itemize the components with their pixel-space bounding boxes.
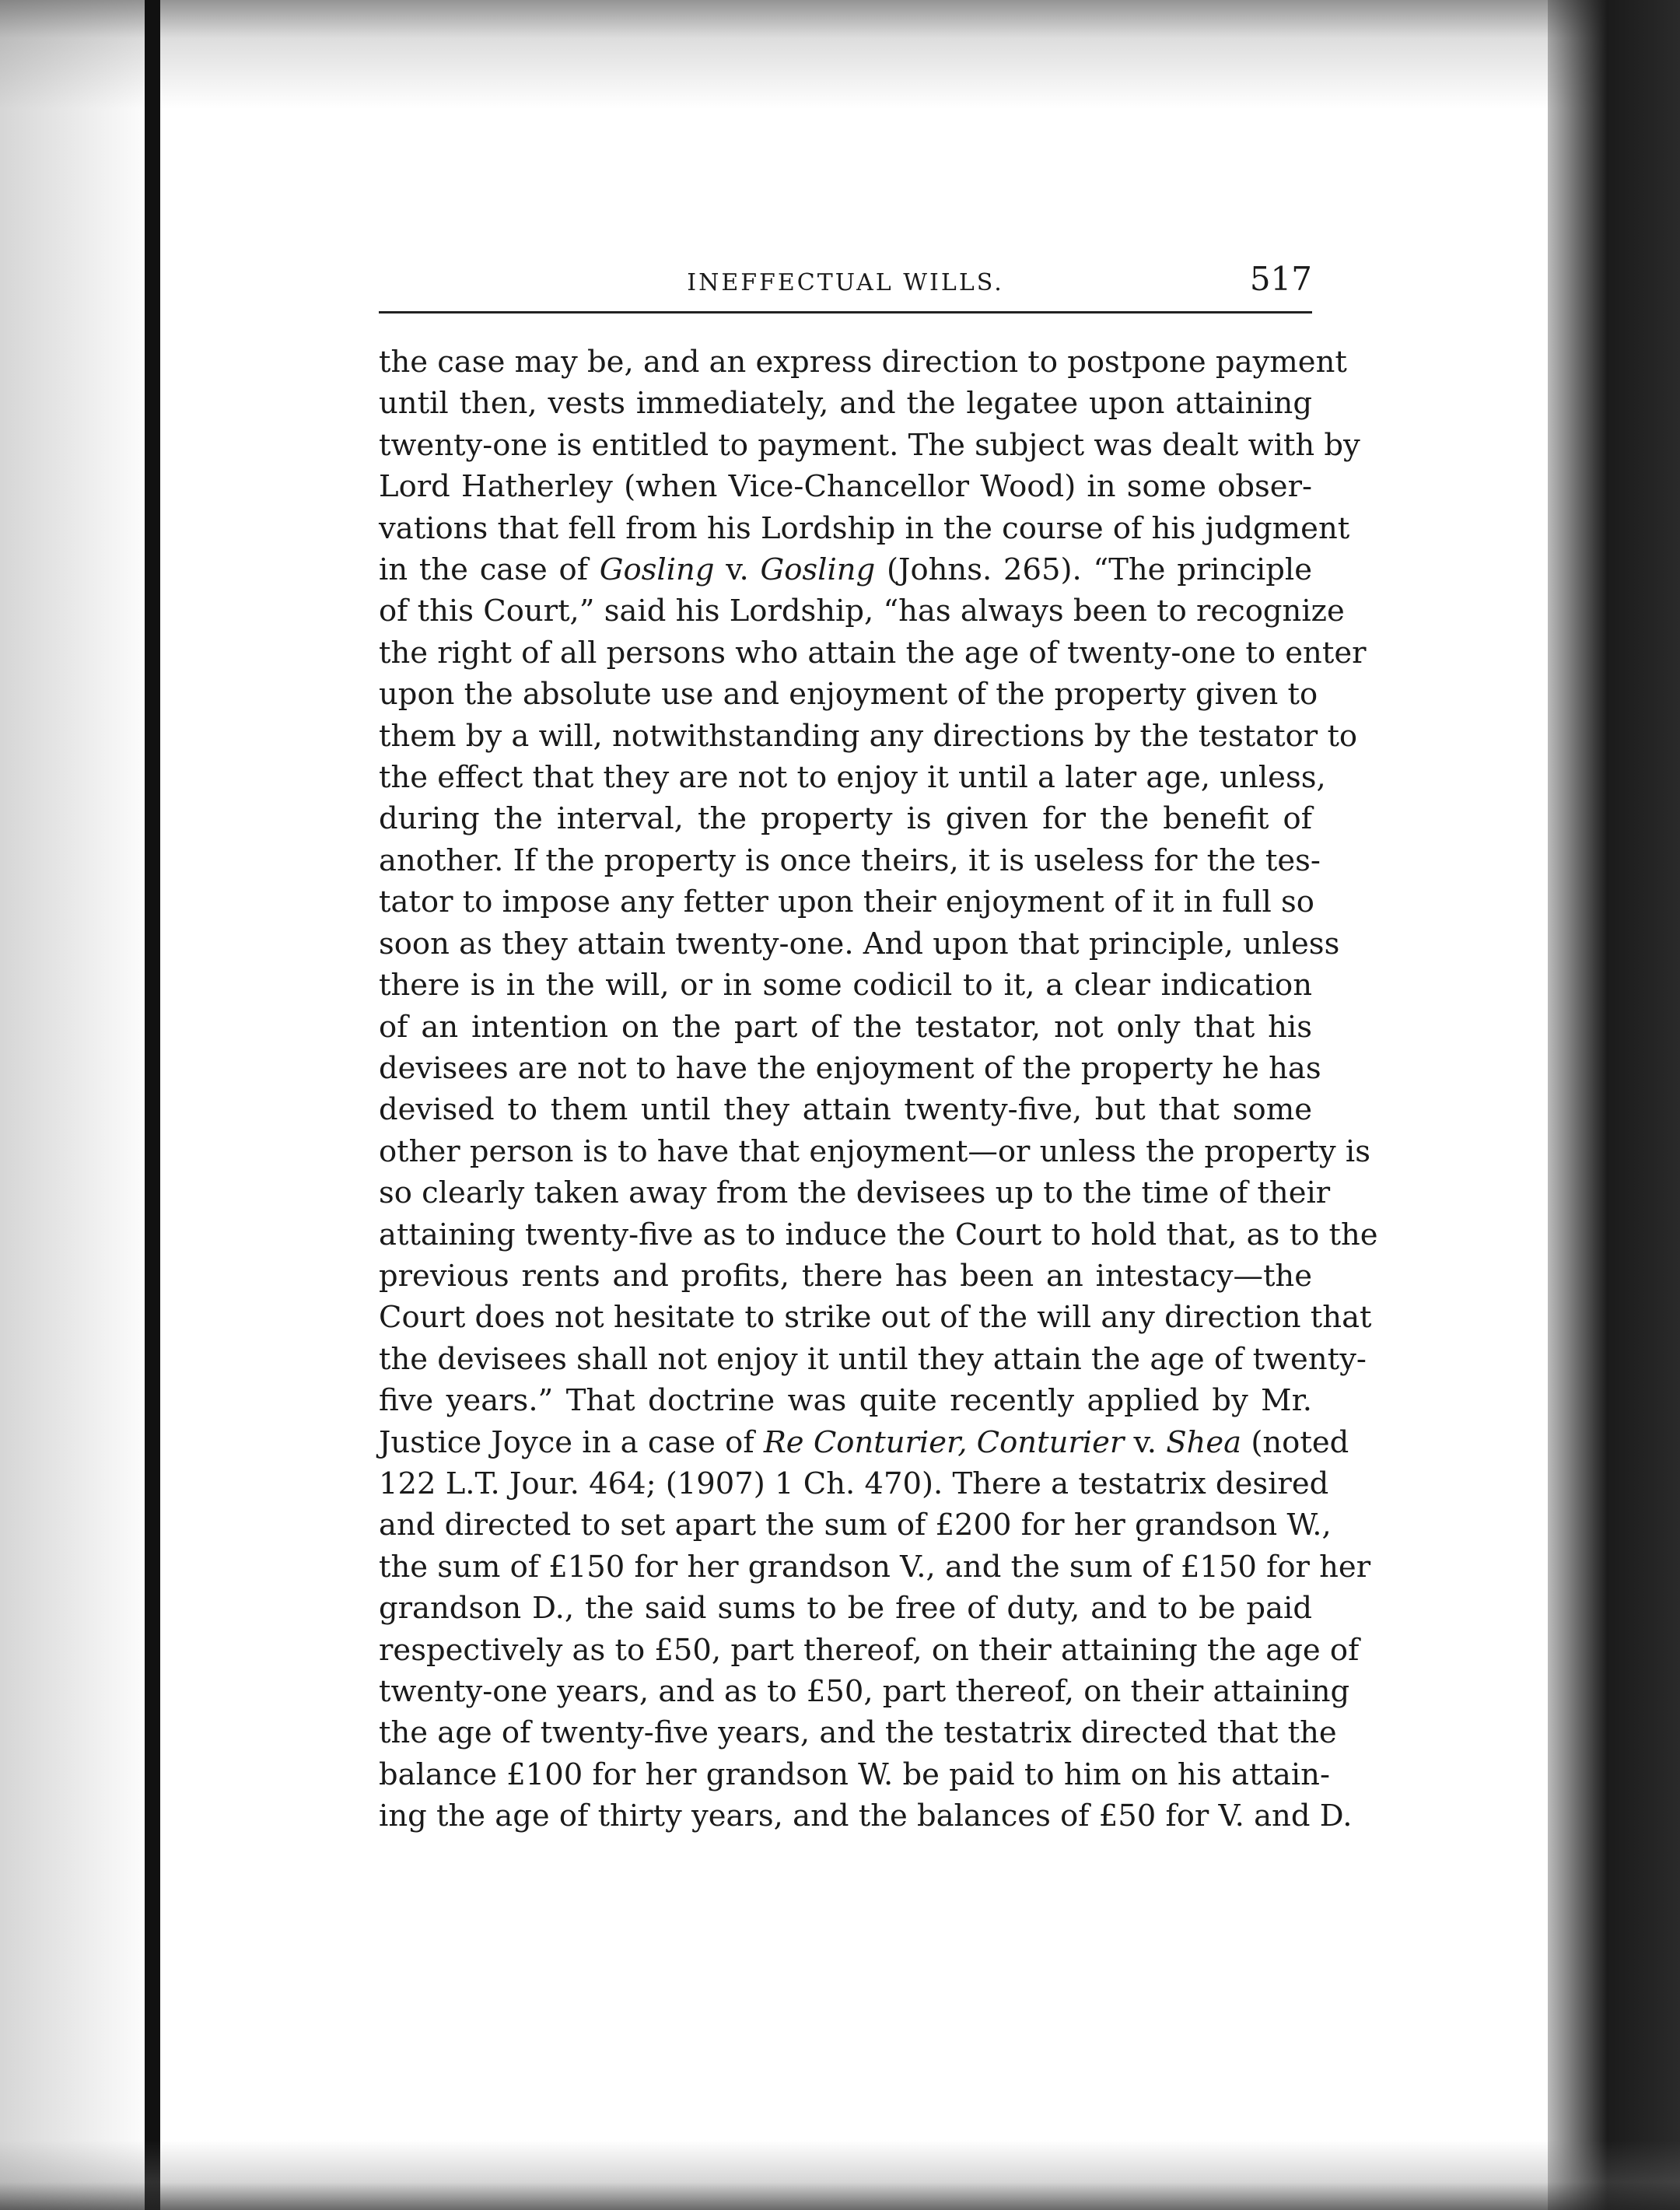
- text-line: [379, 1214, 1378, 1256]
- text-line: [379, 1007, 1312, 1048]
- text-run: in the case of: [379, 552, 600, 588]
- text-run: v.: [1124, 1424, 1167, 1460]
- text-run: there is in the will, or in some codicil to it, a clear indication: [379, 968, 1312, 1003]
- text-run: other person is to have that enjoyment—or unless the property is: [379, 1133, 1370, 1169]
- text-line: [379, 383, 1312, 424]
- text-run: and directed to set apart the sum of £200 for her grandson W.,: [379, 1508, 1332, 1543]
- text-run: the right of all persons who attain the age of twenty-one to enter: [379, 635, 1367, 671]
- text-run: five years.” That doctrine was quite recently applied by Mr.: [379, 1383, 1312, 1419]
- text-run: attaining twenty-five as to induce the Court to hold that, as to the: [379, 1217, 1378, 1252]
- text-line: [379, 923, 1340, 965]
- page-number: 517: [1249, 260, 1312, 298]
- text-run: grandson D., the said sums to be free of duty, and to be paid: [379, 1591, 1312, 1627]
- text-run: the effect that they are not to enjoy it until a later age, unless,: [379, 760, 1326, 796]
- text-line: [379, 1671, 1350, 1712]
- text-run: Justice Joyce in a case of: [379, 1424, 764, 1460]
- text-line: [379, 1754, 1330, 1795]
- text-line: [379, 716, 1358, 757]
- case-name: Re Conturier, Conturier: [763, 1424, 1125, 1460]
- text-run: the sum of £150 for her grandson V., and the sum of £150 for her: [379, 1549, 1371, 1585]
- running-title: INEFFECTUAL WILLS.: [687, 269, 1004, 296]
- text-line: [379, 1339, 1367, 1380]
- text-run: Lord Hatherley (when Vice-Chancellor Wood) in some obser-: [379, 469, 1312, 505]
- text-line: [379, 757, 1326, 798]
- text-line: [379, 1712, 1337, 1753]
- text-line: [379, 590, 1345, 632]
- text-line: [379, 1504, 1332, 1546]
- text-line: [379, 1422, 1349, 1463]
- text-run: respectively as to £50, part thereof, on their attaining the age of: [379, 1632, 1360, 1668]
- text-line: [379, 1048, 1321, 1089]
- text-run: until then, vests immediately, and the legatee upon attaining: [379, 386, 1312, 422]
- text-line: [379, 1089, 1312, 1130]
- scan-shadow-top: [0, 0, 1680, 109]
- text-run: another. If the property is once theirs, it is useless for the tes-: [379, 842, 1321, 878]
- text-run: tator to impose any fetter upon their enjoyment of it in full so: [379, 884, 1314, 920]
- text-run: v.: [714, 552, 761, 588]
- text-line: [379, 1131, 1370, 1172]
- case-name: Gosling: [760, 552, 876, 588]
- scan-shadow-right: [1548, 0, 1680, 2210]
- book-page: [379, 257, 1378, 1837]
- text-run: devisees are not to have the enjoyment of the property he has: [379, 1050, 1321, 1086]
- text-line: [379, 1630, 1360, 1671]
- text-line: [379, 840, 1321, 881]
- running-head: [379, 257, 1312, 313]
- scan-shadow-bottom: [0, 2140, 1680, 2210]
- text-run: devised to them until they attain twenty-five, but that some: [379, 1092, 1312, 1128]
- text-run: twenty-one years, and as to £50, part thereof, on their attaining: [379, 1674, 1350, 1709]
- text-line: [379, 674, 1318, 715]
- text-line: [379, 1546, 1371, 1588]
- text-line: [379, 549, 1312, 590]
- text-line: [379, 1380, 1312, 1421]
- text-line: [379, 881, 1312, 923]
- text-run: 122 L.T. Jour. 464; (1907) 1 Ch. 470). There a testatrix desired: [379, 1466, 1329, 1501]
- case-name: Shea: [1166, 1424, 1242, 1460]
- text-line: [379, 1588, 1312, 1629]
- text-run: them by a will, notwithstanding any directions by the testator to: [379, 718, 1358, 754]
- text-line: [379, 1172, 1331, 1214]
- text-line: [379, 965, 1312, 1006]
- scan-shadow-left: [0, 0, 156, 2210]
- text-run: the devisees shall not enjoy it until they attain the age of twenty-: [379, 1341, 1367, 1377]
- text-run: of this Court,” said his Lordship, “has always been to recognize: [379, 594, 1345, 629]
- text-run: the case may be, and an express direction to postpone payment: [379, 345, 1347, 380]
- text-run: during the interval, the property is given for the benefit of: [379, 801, 1312, 837]
- text-line: [379, 632, 1367, 674]
- text-run: of an intention on the part of the testator, not only that his: [379, 1009, 1312, 1045]
- text-run: soon as they attain twenty-one. And upon that principle, unless: [379, 926, 1340, 961]
- text-run: vations that fell from his Lordship in the course of his judgment: [379, 510, 1350, 546]
- text-line: [379, 1297, 1372, 1338]
- text-line: [379, 508, 1350, 549]
- text-run: upon the absolute use and enjoyment of the property given to: [379, 677, 1318, 713]
- text-line: [379, 1795, 1353, 1837]
- text-line: [379, 341, 1347, 383]
- text-run: twenty-one is entitled to payment. The subject was dealt with by: [379, 427, 1360, 463]
- text-run: the age of twenty-five years, and the testatrix directed that the: [379, 1715, 1337, 1751]
- text-run: balance £100 for her grandson W. be paid to him on his attain-: [379, 1756, 1330, 1792]
- text-run: Court does not hesitate to strike out of the will any direction that: [379, 1300, 1372, 1336]
- text-run: so clearly taken away from the devisees up to the time of their: [379, 1175, 1331, 1211]
- text-line: [379, 425, 1360, 466]
- text-run: previous rents and profits, there has been an intestacy—the: [379, 1258, 1312, 1294]
- text-run: (Johns. 265). “The principle: [875, 552, 1312, 588]
- body-text: [379, 341, 1378, 1837]
- text-line: [379, 1463, 1329, 1504]
- text-line: [379, 466, 1312, 507]
- text-run: (noted: [1241, 1424, 1349, 1460]
- text-line: [379, 798, 1312, 839]
- case-name: Gosling: [599, 552, 715, 588]
- text-line: [379, 1256, 1312, 1297]
- text-run: ing the age of thirty years, and the balances of £50 for V. and D.: [379, 1798, 1353, 1834]
- binding-edge: [145, 0, 160, 2210]
